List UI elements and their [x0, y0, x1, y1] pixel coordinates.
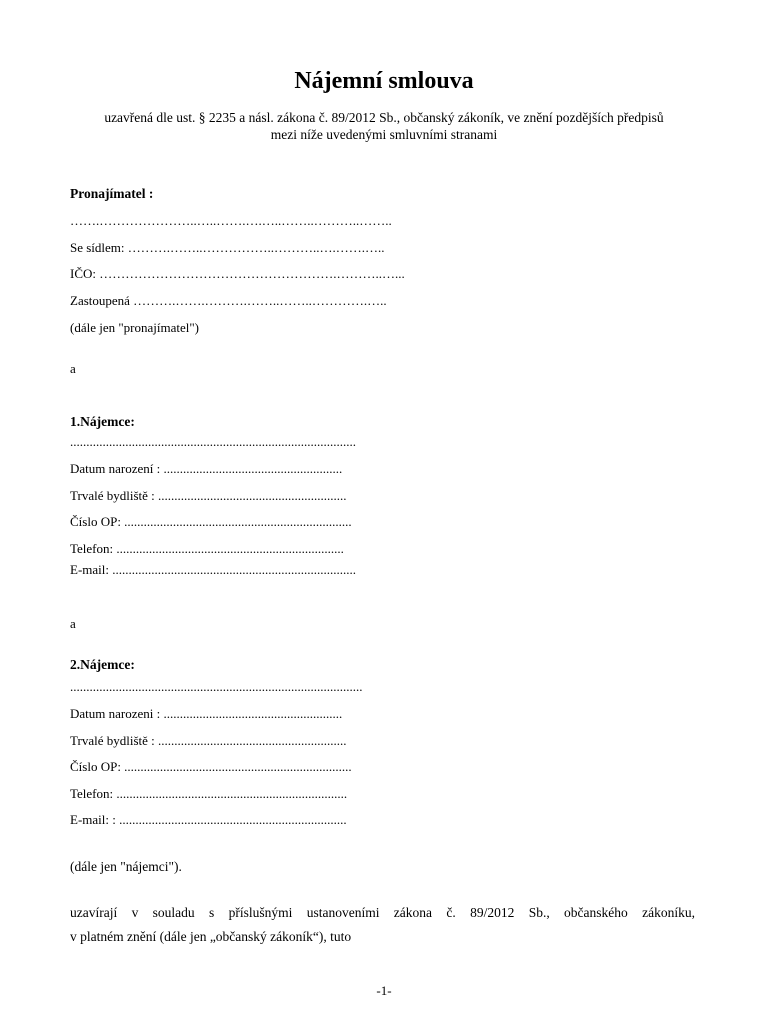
page-number: -1-: [376, 983, 392, 998]
tenant2-name-line: ..........................................................................................: [70, 679, 363, 694]
tenant1-id-card: Číslo OP: ......................................................................: [70, 514, 352, 529]
tenant2-email: E-mail: : ......................................................................: [70, 812, 347, 827]
landlord-seat: Se sídlem: ……….……..……………..………..….…….…..: [70, 240, 385, 255]
tenant1-residence: Trvalé bydliště : ..........................................................: [70, 488, 347, 503]
tenant1-heading: 1.Nájemce:: [70, 414, 135, 429]
tenant1-email: E-mail: ...........................................................................: [70, 562, 356, 577]
document-subtitle-line1: uzavřená dle ust. § 2235 a násl. zákona č. 89/2012 Sb., občanský zákoník, ve znění pozdějších předpisů: [104, 110, 664, 125]
landlord-name-line: …….…………………..…..…….….…..……..………..……..: [70, 213, 392, 228]
connector-a-1: a: [70, 361, 76, 376]
tenant2-id-card: Číslo OP: ......................................................................: [70, 759, 352, 774]
closing-line2: v platném znění (dále jen „občanský zákoník“), tuto: [70, 929, 352, 944]
tenant2-phone: Telefon: .......................................................................: [70, 786, 348, 801]
landlord-represented: Zastoupená ……….…….……….……..……..………….…..: [70, 293, 387, 308]
tenant2-birth: Datum narozeni : .......................................................: [70, 706, 343, 721]
landlord-heading: Pronajímatel :: [70, 186, 154, 201]
tenant1-name-line: ........................................................................................: [70, 434, 356, 449]
landlord-alias: (dále jen "pronajímatel"): [70, 320, 200, 335]
document-title: Nájemní smlouva: [294, 68, 474, 94]
document-subtitle-line2: mezi níže uvedenými smluvními stranami: [270, 127, 498, 142]
connector-a-2: a: [70, 616, 76, 631]
tenant2-residence: Trvalé bydliště : ..........................................................: [70, 733, 347, 748]
closing-line1: uzavírají v souladu s příslušnými ustanoveními zákona č. 89/2012 Sb., občanského zákoníku,: [70, 905, 695, 920]
landlord-ico: IČO: ……………………………………………….………..…...: [70, 266, 405, 281]
tenants-alias: (dále jen "nájemci").: [70, 859, 182, 874]
tenant2-heading: 2.Nájemce:: [70, 657, 135, 672]
tenant1-birth: Datum narození : .......................................................: [70, 461, 343, 476]
tenant1-phone: Telefon: ......................................................................: [70, 541, 344, 556]
